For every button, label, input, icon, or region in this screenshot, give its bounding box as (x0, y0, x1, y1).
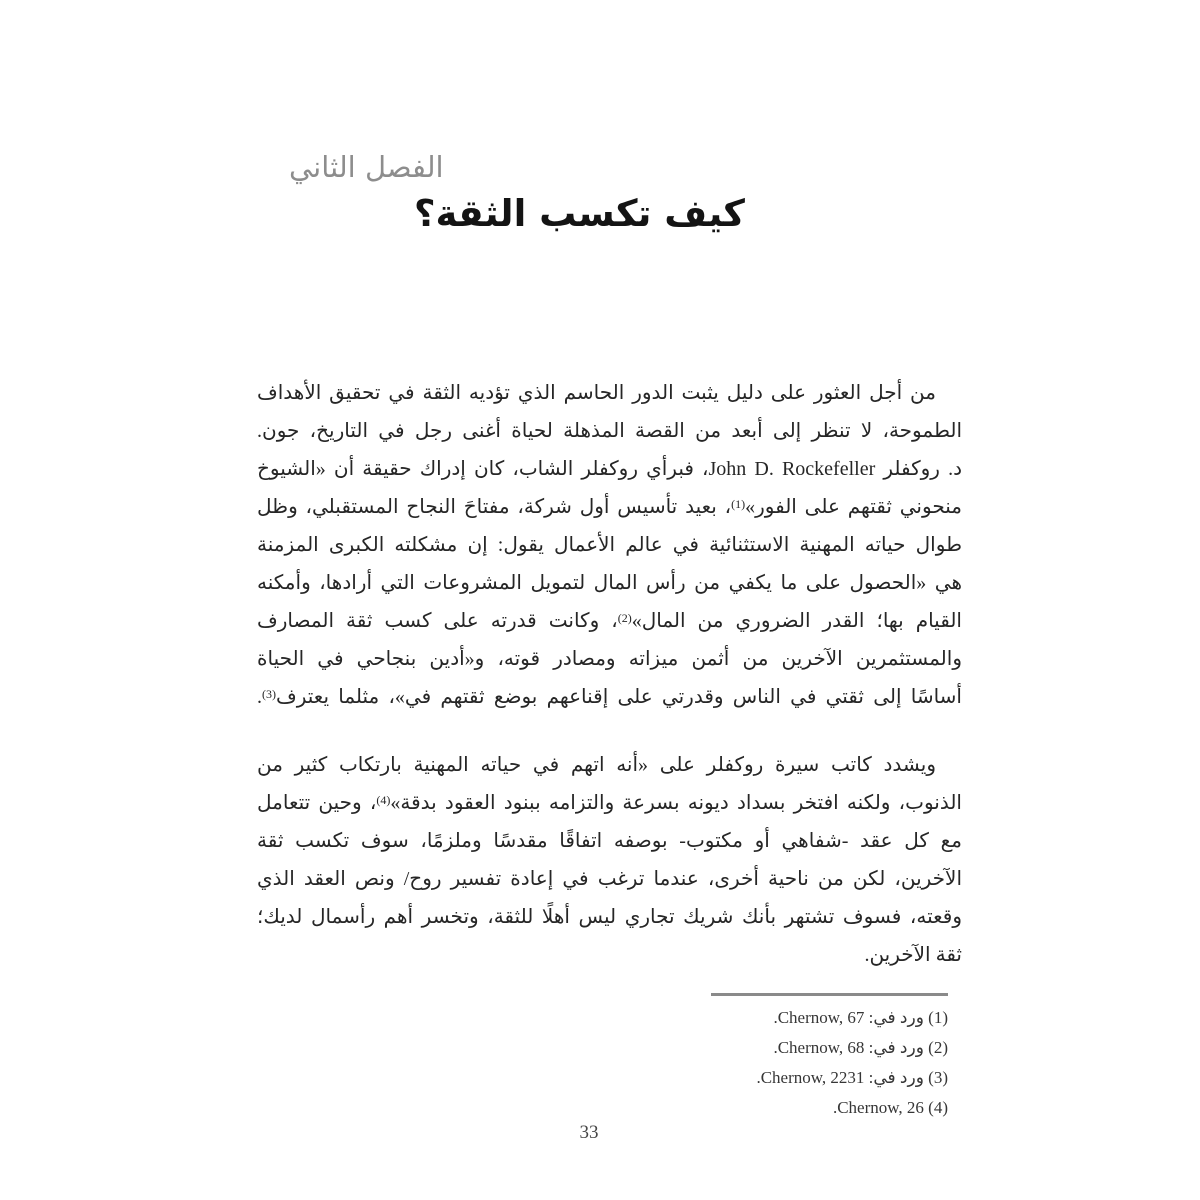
chapter-label (257, 146, 962, 188)
footnote-ref: (4) (376, 793, 391, 807)
text-line (257, 746, 962, 784)
text-line (257, 488, 962, 526)
footnote-ref: (3) (262, 687, 276, 701)
text-segment: ، وكانت قدرته على كسب ثقة المصارف (257, 610, 618, 632)
text-line (257, 678, 962, 716)
text-line (257, 860, 962, 898)
text-line (257, 450, 962, 488)
text-line (257, 412, 962, 450)
text-segment: د. روكفلر John D. Rockefeller، فبرأي روكفلر الشاب، كان إدراك حقيقة أن «الشيوخ (257, 458, 962, 480)
paragraph (257, 374, 962, 716)
text-line (257, 526, 962, 564)
text-segment: والمستثمرين الآخرين من أثمن ميزاته ومصادر قوته، و«أدين بنجاحي في الحياة (257, 648, 962, 670)
text-segment: مع كل عقد -شفاهي أو مكتوب- بوصفه اتفاقًا مقدسًا وملزمًا، سوف تكسب ثقة (257, 830, 962, 852)
text-segment: وقعته، فسوف تشتهر بأنك شريك تجاري ليس أهلًا للثقة، وتخسر أهم رأسمال لديك؛ (257, 906, 962, 928)
text-segment: ، بعيد تأسيس أول شركة، مفتاحَ النجاح المستقبلي، وظل (257, 496, 732, 518)
text-line (257, 374, 962, 412)
text-line (257, 936, 962, 974)
page-number: 33 (579, 1122, 599, 1143)
body-text (257, 374, 962, 974)
text-line (257, 822, 962, 860)
chapter-label-text: الفصل الثاني (289, 150, 444, 184)
footnote-item: (4) Chernow, 26. (832, 1098, 948, 1117)
text-segment: منحوني ثقتهم على الفور» (745, 496, 962, 518)
text-segment: ، وحين تتعامل (257, 792, 377, 814)
footnote-ref: (2) (617, 611, 632, 625)
text-segment: الطموحة، لا تنظر إلى أبعد من القصة المذهلة لحياة أغنى رجل في التاريخ، جون. (257, 420, 962, 442)
paragraph (257, 746, 962, 974)
text-segment: ويشدد كاتب سيرة روكفلر على «أنه اتهم في حياته المهنية بارتكاب كثير من (257, 754, 936, 776)
footnote-item: (1) ورد في: Chernow, 67. (773, 1008, 948, 1027)
text-segment: من أجل العثور على دليل يثبت الدور الحاسم الذي تؤديه الثقة في تحقيق الأهداف (257, 382, 936, 404)
text-segment: طوال حياته المهنية الاستثنائية في عالم الأعمال يقول: إن مشكلته الكبرى المزمنة (257, 534, 962, 556)
footnote-item: (2) ورد في: Chernow, 68. (773, 1038, 948, 1057)
footnote-item: (3) ورد في: Chernow, 2231. (756, 1068, 948, 1087)
footnotes (258, 1003, 948, 1123)
text-line (257, 898, 962, 936)
text-segment: . (257, 686, 262, 708)
text-segment: الآخرين، لكن من ناحية أخرى، عندما ترغب في إعادة تفسير روح/ ونص العقد الذي (257, 868, 962, 890)
text-segment: القيام بها؛ القدر الضروري من المال» (631, 610, 962, 632)
text-segment: ثقة الآخرين. (864, 944, 962, 966)
text-line (257, 602, 962, 640)
footnote-ref: (1) (731, 497, 746, 511)
text-segment: هي «الحصول على ما يكفي من رأس المال لتمويل المشروعات التي أرادها، وأمكنه (257, 572, 962, 594)
page-title: كيف تكسب الثقة؟ (414, 192, 745, 235)
text-segment: الذنوب، ولكنه افتخر بسداد ديونه بسرعة والتزامه ببنود العقود بدقة» (390, 792, 962, 814)
text-segment: أساسًا إلى ثقتي في الناس وقدرتي على إقناعهم بوضع ثقتهم في»، مثلما يعترف (276, 686, 962, 708)
text-line (257, 784, 962, 822)
text-line (257, 640, 962, 678)
text-line (257, 564, 962, 602)
footnote-separator (711, 993, 948, 996)
